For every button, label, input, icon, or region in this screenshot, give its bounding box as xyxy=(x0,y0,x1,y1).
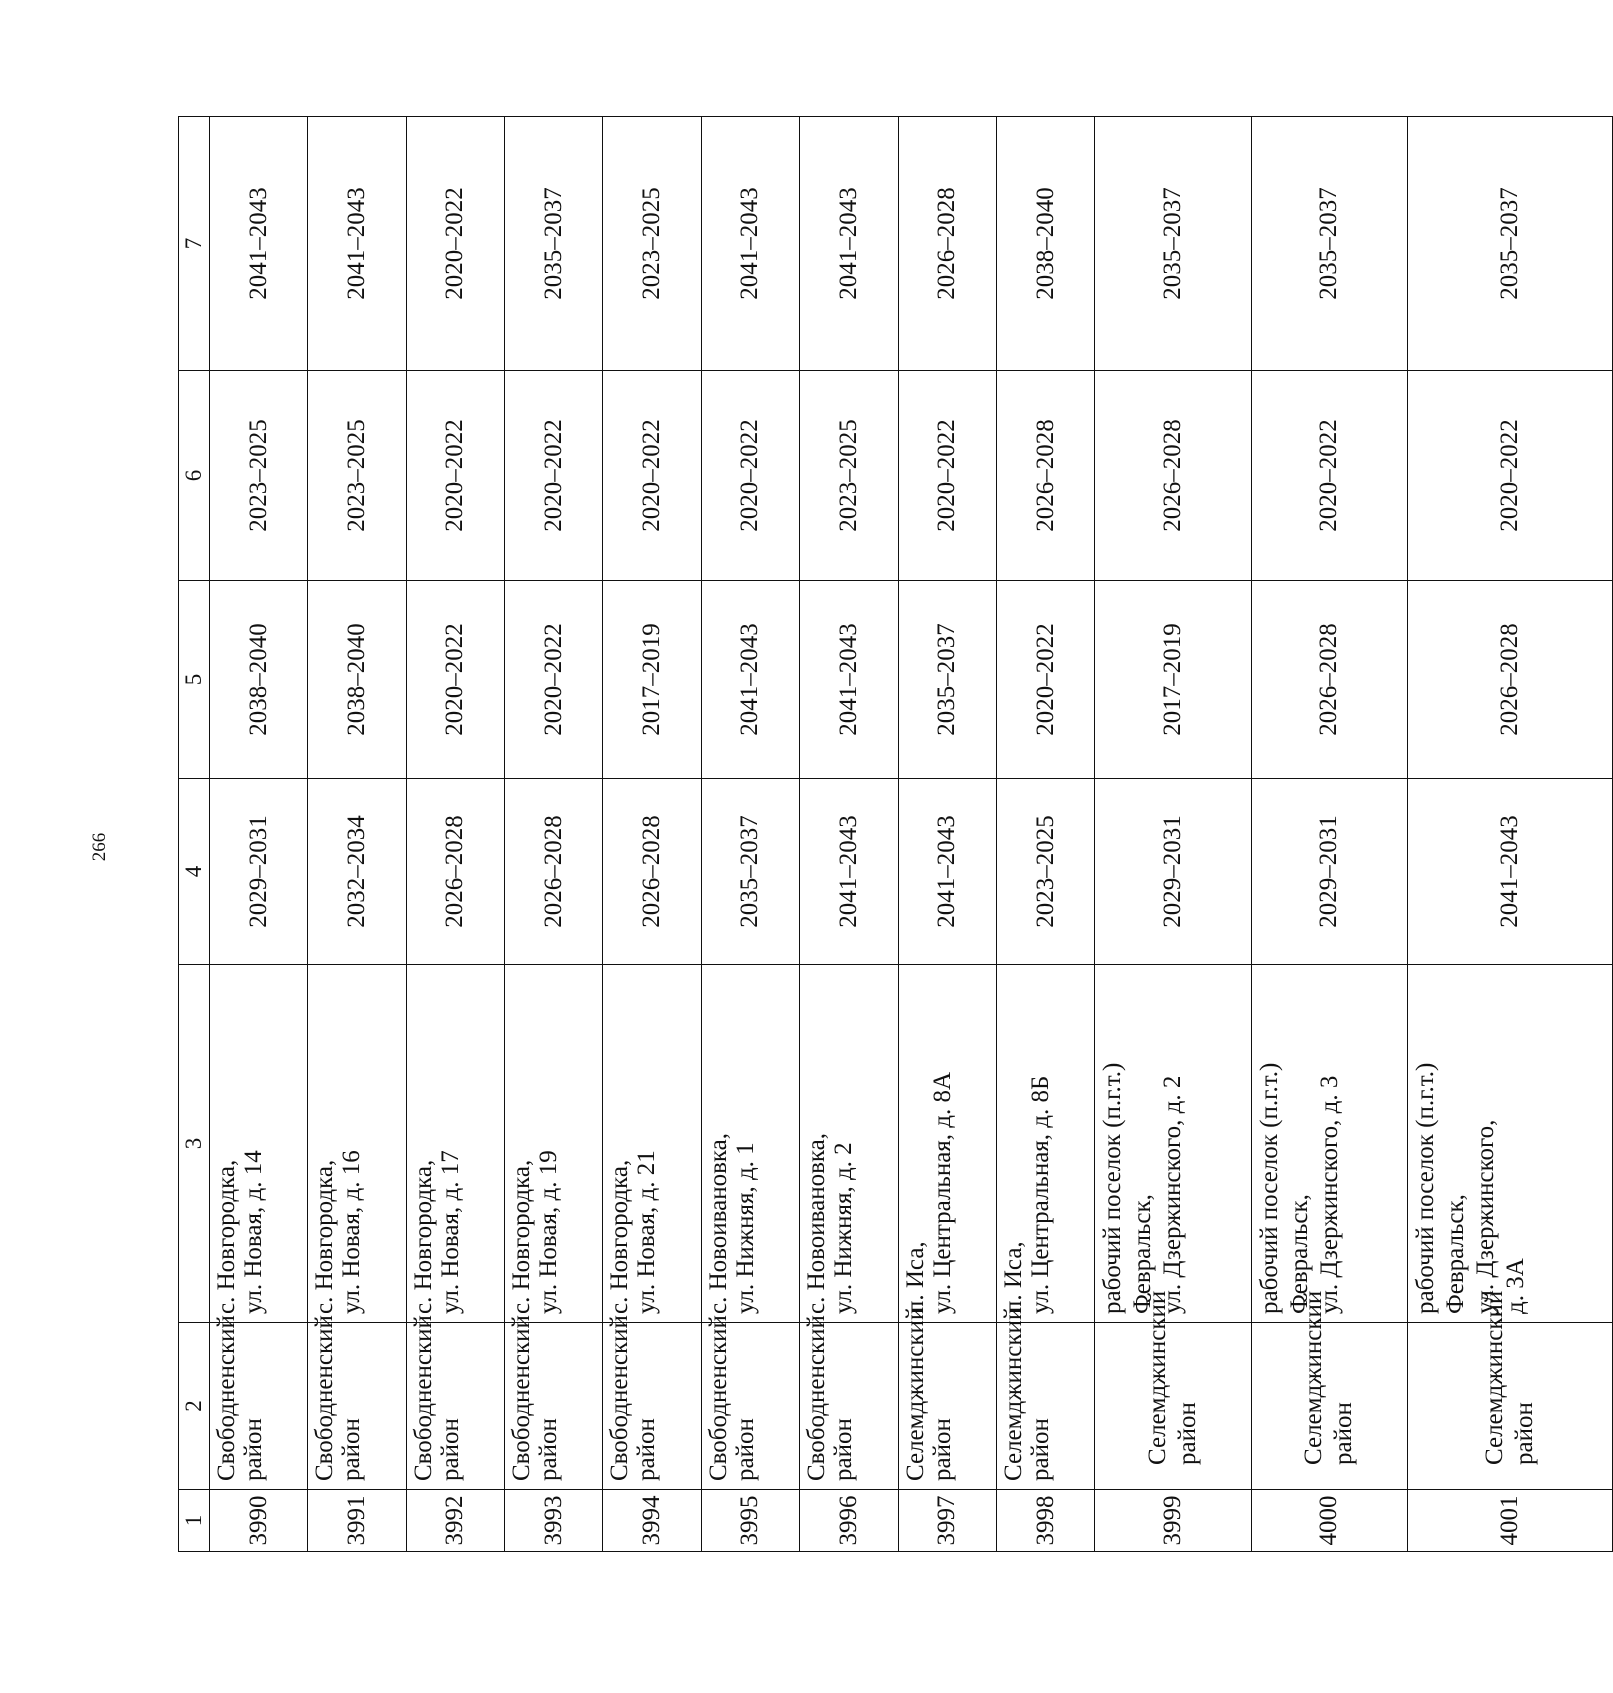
address-cell xyxy=(210,965,308,1323)
period-col5-cell: 2026–2028 xyxy=(1408,581,1613,779)
row-number-cell: 3996 xyxy=(800,1490,898,1552)
address-line: ул. Нижняя, д. 1 xyxy=(731,1142,759,1314)
address-cell xyxy=(505,965,603,1323)
period-col7-cell: 2035–2037 xyxy=(1408,117,1613,371)
period-col4-cell: 2041–2043 xyxy=(800,779,898,965)
district-cell: Селемджинский район xyxy=(898,1323,996,1490)
address-cell xyxy=(406,965,504,1323)
address-cell xyxy=(308,965,406,1323)
period-col5-cell: 2038–2040 xyxy=(308,581,406,779)
period-col4-cell: 2035–2037 xyxy=(701,779,799,965)
table-row xyxy=(308,117,406,1552)
column-header-2: 2 xyxy=(179,1323,210,1490)
period-col6-cell: 2023–2025 xyxy=(308,371,406,581)
row-number-cell: 3997 xyxy=(898,1490,996,1552)
column-header-4: 4 xyxy=(179,779,210,965)
row-number-cell: 3991 xyxy=(308,1490,406,1552)
district-cell: Свободненский район xyxy=(800,1323,898,1490)
address-line: с. Новоивановка, xyxy=(704,1132,732,1314)
address-cell xyxy=(701,965,799,1323)
period-col7-cell: 2041–2043 xyxy=(210,117,308,371)
row-number-cell: 3998 xyxy=(996,1490,1094,1552)
address-line: ул. Новая, д. 16 xyxy=(338,1150,366,1314)
period-col4-cell: 2041–2043 xyxy=(898,779,996,965)
address-cell xyxy=(1251,965,1407,1323)
address-line: с. Новгородка, xyxy=(213,1159,240,1314)
row-number-cell: 3993 xyxy=(505,1490,603,1552)
address-cell xyxy=(898,965,996,1323)
district-cell: Свободненский район xyxy=(701,1323,799,1490)
table-row xyxy=(1095,117,1251,1552)
period-col4-cell: 2029–2031 xyxy=(210,779,308,965)
period-col4-cell: 2032–2034 xyxy=(308,779,406,965)
period-col7-cell: 2038–2040 xyxy=(996,117,1094,371)
period-col7-cell: 2041–2043 xyxy=(701,117,799,371)
period-col7-cell: 2020–2022 xyxy=(406,117,504,371)
period-col5-cell: 2026–2028 xyxy=(1251,581,1407,779)
row-number-cell: 3999 xyxy=(1095,1490,1251,1552)
address-line: с. Новгородка, xyxy=(508,1159,536,1314)
address-line: ул. Дзержинского, д. 3 xyxy=(1315,1075,1343,1314)
address-line: п. Иса, xyxy=(901,1241,929,1314)
row-number-cell: 3995 xyxy=(701,1490,799,1552)
address-line: с. Новгородка, xyxy=(409,1159,437,1314)
district-cell: Свободненский район xyxy=(406,1323,504,1490)
period-col6-cell: 2026–2028 xyxy=(996,371,1094,581)
table-row xyxy=(603,117,701,1552)
address-line: с. Новоивановка, xyxy=(803,1132,831,1314)
address-line: рабочий поселок (п.г.т.) xyxy=(1255,1062,1283,1314)
address-line: д. 3А xyxy=(1502,1258,1530,1314)
period-col4-cell: 2029–2031 xyxy=(1251,779,1407,965)
address-line: ул. Новая, д. 14 xyxy=(240,1150,267,1314)
period-col5-cell: 2020–2022 xyxy=(406,581,504,779)
district-cell: Свободненский район xyxy=(210,1323,308,1490)
period-col5-cell: 2017–2019 xyxy=(1095,581,1251,779)
period-col6-cell: 2020–2022 xyxy=(505,371,603,581)
district-cell: Селемджинский район xyxy=(996,1323,1094,1490)
address-line: ул. Новая, д. 19 xyxy=(535,1150,563,1314)
table-row xyxy=(406,117,504,1552)
address-cell xyxy=(996,965,1094,1323)
row-number-cell: 3992 xyxy=(406,1490,504,1552)
address-cell xyxy=(603,965,701,1323)
table-row xyxy=(505,117,603,1552)
period-col6-cell: 2020–2022 xyxy=(603,371,701,581)
address-line: п. Иса, xyxy=(999,1241,1027,1314)
period-col5-cell: 2020–2022 xyxy=(505,581,603,779)
table-row xyxy=(800,117,898,1552)
period-col5-cell: 2041–2043 xyxy=(800,581,898,779)
address-line: Февральск, xyxy=(1129,1194,1157,1314)
period-col6-cell: 2020–2022 xyxy=(1251,371,1407,581)
period-col5-cell: 2035–2037 xyxy=(898,581,996,779)
period-col5-cell: 2020–2022 xyxy=(996,581,1094,779)
period-col5-cell: 2038–2040 xyxy=(210,581,308,779)
period-col6-cell: 2020–2022 xyxy=(406,371,504,581)
address-line: с. Новгородка, xyxy=(311,1159,339,1314)
period-col6-cell: 2023–2025 xyxy=(800,371,898,581)
address-line: ул. Центральная, д. 8А xyxy=(928,1071,956,1314)
district-cell: Селемджинский район xyxy=(1408,1323,1613,1490)
rotated-table-inner xyxy=(178,187,1613,1552)
period-col7-cell: 2035–2037 xyxy=(1095,117,1251,371)
row-number-cell: 3990 xyxy=(210,1490,308,1552)
row-number-cell: 4001 xyxy=(1408,1490,1613,1552)
period-col6-cell: 2026–2028 xyxy=(1095,371,1251,581)
period-col7-cell: 2023–2025 xyxy=(603,117,701,371)
period-col6-cell: 2020–2022 xyxy=(701,371,799,581)
period-col5-cell: 2017–2019 xyxy=(603,581,701,779)
row-number-cell: 3994 xyxy=(603,1490,701,1552)
period-col4-cell: 2029–2031 xyxy=(1095,779,1251,965)
district-cell: Свободненский район xyxy=(308,1323,406,1490)
address-line: с. Новгородка, xyxy=(606,1159,634,1314)
period-col5-cell: 2041–2043 xyxy=(701,581,799,779)
table-body xyxy=(210,117,1613,1552)
address-line: ул. Дзержинского, д. 2 xyxy=(1159,1075,1187,1314)
district-cell: Селемджинский район xyxy=(1095,1323,1251,1490)
address-line: ул. Дзержинского, xyxy=(1472,1119,1500,1314)
table-row xyxy=(1251,117,1407,1552)
period-col4-cell: 2041–2043 xyxy=(1408,779,1613,965)
column-header-3: 3 xyxy=(179,965,210,1323)
period-col6-cell: 2020–2022 xyxy=(1408,371,1613,581)
district-cell: Свободненский район xyxy=(505,1323,603,1490)
column-header-7: 7 xyxy=(179,117,210,371)
period-col4-cell: 2026–2028 xyxy=(505,779,603,965)
column-header-6: 6 xyxy=(179,371,210,581)
period-col7-cell: 2041–2043 xyxy=(800,117,898,371)
schedule-table xyxy=(178,116,1613,1552)
address-cell xyxy=(1095,965,1251,1323)
period-col7-cell: 2035–2037 xyxy=(505,117,603,371)
address-line: рабочий поселок (п.г.т.) xyxy=(1099,1062,1127,1314)
address-line: ул. Центральная, д. 8Б xyxy=(1026,1075,1054,1314)
rotated-table-frame xyxy=(178,117,1613,1546)
column-header-5: 5 xyxy=(179,581,210,779)
period-col6-cell: 2020–2022 xyxy=(898,371,996,581)
address-line: Февральск, xyxy=(1442,1194,1470,1314)
page-number: 266 xyxy=(89,832,110,862)
address-line: Февральск, xyxy=(1285,1194,1313,1314)
table-row xyxy=(210,117,308,1552)
address-cell xyxy=(1408,965,1613,1323)
table-row xyxy=(701,117,799,1552)
table-row xyxy=(898,117,996,1552)
period-col4-cell: 2023–2025 xyxy=(996,779,1094,965)
header-row xyxy=(179,117,210,1552)
period-col7-cell: 2041–2043 xyxy=(308,117,406,371)
period-col7-cell: 2035–2037 xyxy=(1251,117,1407,371)
district-cell: Селемджинский район xyxy=(1251,1323,1407,1490)
table-row xyxy=(996,117,1094,1552)
address-line: ул. Нижняя, д. 2 xyxy=(830,1142,858,1314)
address-line: рабочий поселок (п.г.т.) xyxy=(1412,1062,1440,1314)
period-col6-cell: 2023–2025 xyxy=(210,371,308,581)
address-cell xyxy=(800,965,898,1323)
period-col7-cell: 2026–2028 xyxy=(898,117,996,371)
period-col4-cell: 2026–2028 xyxy=(603,779,701,965)
column-header-1: 1 xyxy=(179,1490,210,1552)
row-number-cell: 4000 xyxy=(1251,1490,1407,1552)
address-line: ул. Новая, д. 21 xyxy=(633,1150,661,1314)
period-col4-cell: 2026–2028 xyxy=(406,779,504,965)
address-line: ул. Новая, д. 17 xyxy=(436,1150,464,1314)
district-cell: Свободненский район xyxy=(603,1323,701,1490)
table-row xyxy=(1408,117,1613,1552)
